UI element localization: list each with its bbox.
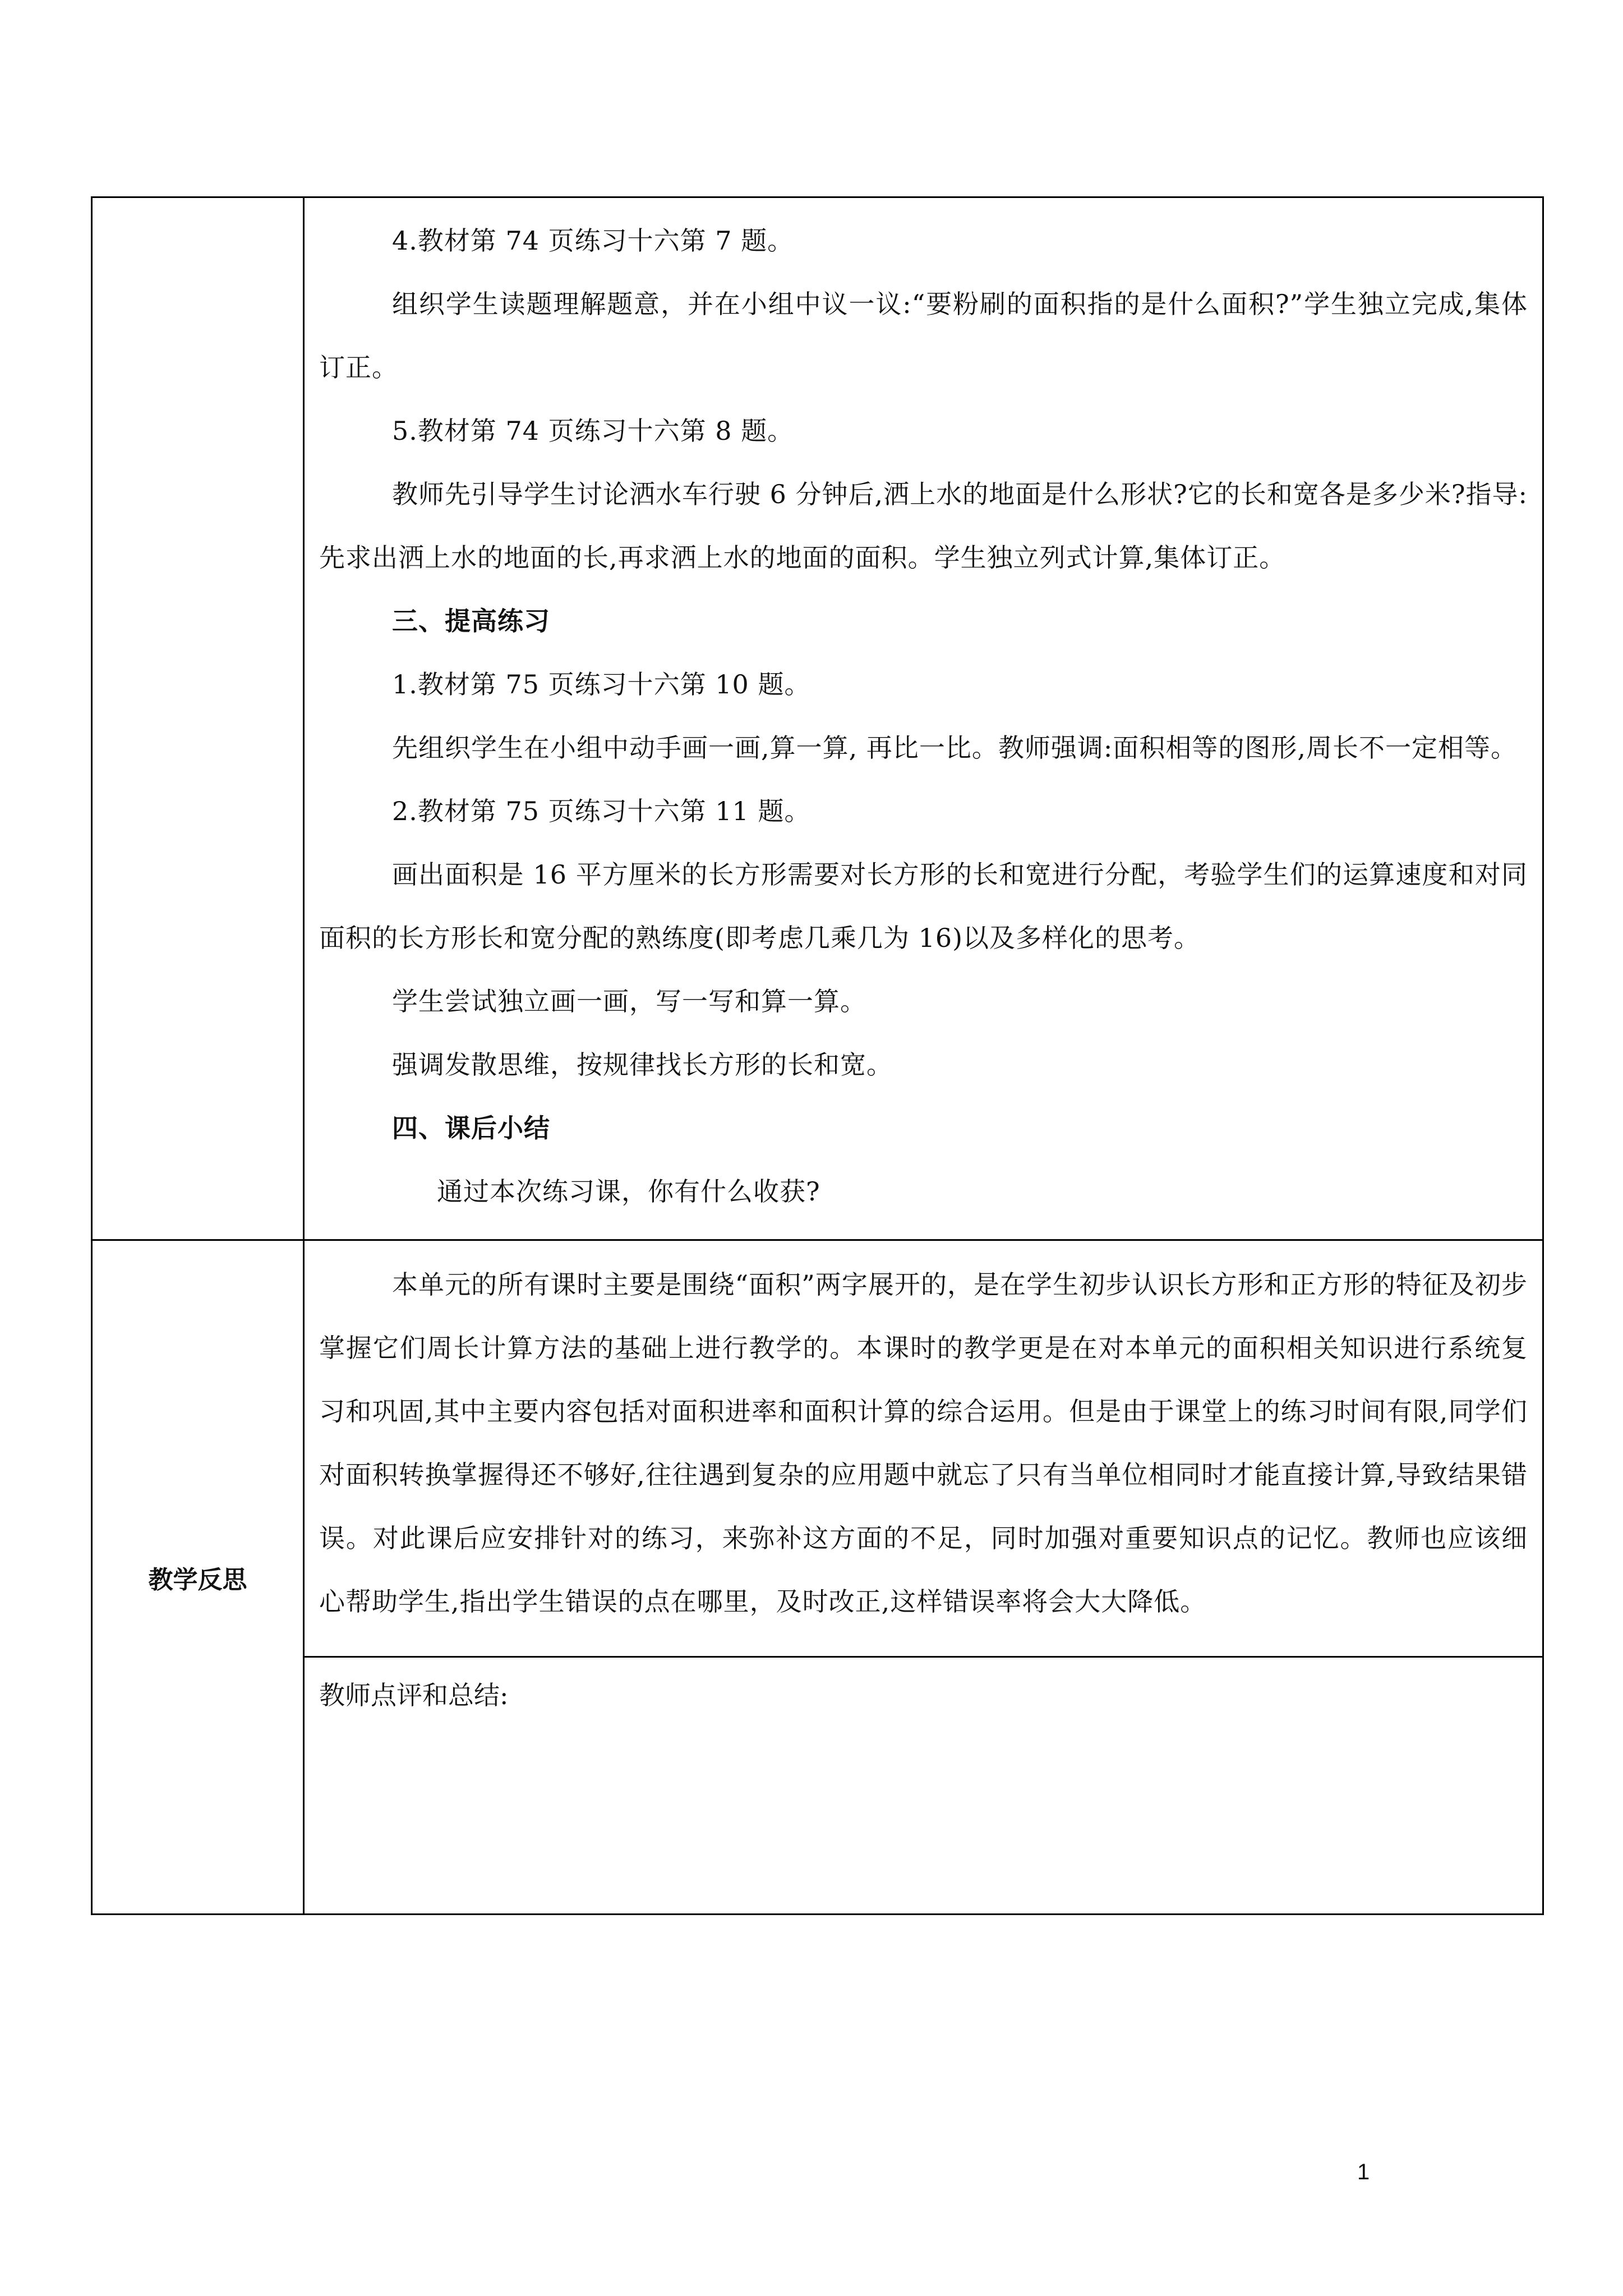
process-row bbox=[92, 197, 1543, 1240]
process-paragraph: 教师先引导学生讨论洒水车行驶 6 分钟后,洒上水的地面是什么形状?它的长和宽各是多少米?指导:先求出洒上水的地面的长,再求洒上水的地面的面积。学生独立列式计算,集体订正。 bbox=[319, 479, 1528, 573]
page-number: 1 bbox=[1357, 2160, 1370, 2184]
section-heading: 三、提高练习 bbox=[392, 606, 550, 636]
process-paragraph: 5.教材第 74 页练习十六第 8 题。 bbox=[392, 416, 794, 446]
process-label-cell bbox=[92, 197, 304, 1240]
comment-cell bbox=[304, 1657, 1543, 1915]
reflection-content-cell bbox=[304, 1240, 1543, 1657]
lesson-plan-table bbox=[91, 196, 1544, 1915]
section-heading: 四、课后小结 bbox=[392, 1113, 550, 1143]
reflection-label: 教学反思 bbox=[92, 1240, 304, 1915]
process-paragraph: 画出面积是 16 平方厘米的长方形需要对长方形的长和宽进行分配，考验学生们的运算速度和对同面积的长方形长和宽分配的熟练度(即考虑几乘几为 16)以及多样化的思考。 bbox=[319, 859, 1528, 953]
reflection-text: 本单元的所有课时主要是围绕“面积”两字展开的，是在学生初步认识长方形和正方形的特征及初步掌握它们周长计算方法的基础上进行教学的。本课时的教学更是在对本单元的面积相关知识进行系统复习和巩固,其中主要内容包括对面积进率和面积计算的综合运用。但是由于课堂上的练习时间有限,同学们对面积转换掌握得还不够好,往往遇到复杂的应用题中就忘了只有当单位相同时才能直接计算,导致结果错误。对此课后应安排针对的练习，来弥补这方面的不足，同时加强对重要知识点的记忆。教师也应该细心帮助学生,指出学生错误的点在哪里，及时改正,这样错误率将会大大降低。 bbox=[319, 1269, 1528, 1617]
process-paragraph: 学生尝试独立画一画，写一写和算一算。 bbox=[392, 986, 866, 1016]
process-paragraph: 1.教材第 75 页练习十六第 10 题。 bbox=[392, 669, 811, 700]
process-paragraph: 先组织学生在小组中动手画一画,算一算, 再比一比。教师强调:面积相等的图形,周长不一定相等。 bbox=[392, 733, 1517, 763]
process-paragraph: 强调发散思维，按规律找长方形的长和宽。 bbox=[392, 1050, 893, 1080]
process-paragraph: 2.教材第 75 页练习十六第 11 题。 bbox=[392, 796, 811, 826]
process-paragraph: 组织学生读题理解题意，并在小组中议一议:“要粉刷的面积指的是什么面积?”学生独立完成,集体订正。 bbox=[319, 289, 1528, 383]
comment-label: 教师点评和总结: bbox=[319, 1680, 509, 1710]
process-paragraph: 4.教材第 74 页练习十六第 7 题。 bbox=[392, 226, 794, 256]
reflection-row bbox=[92, 1240, 1543, 1657]
process-content-cell bbox=[304, 197, 1543, 1240]
comment-row bbox=[92, 1657, 1543, 1915]
process-paragraph: 通过本次练习课，你有什么收获? bbox=[437, 1176, 820, 1207]
